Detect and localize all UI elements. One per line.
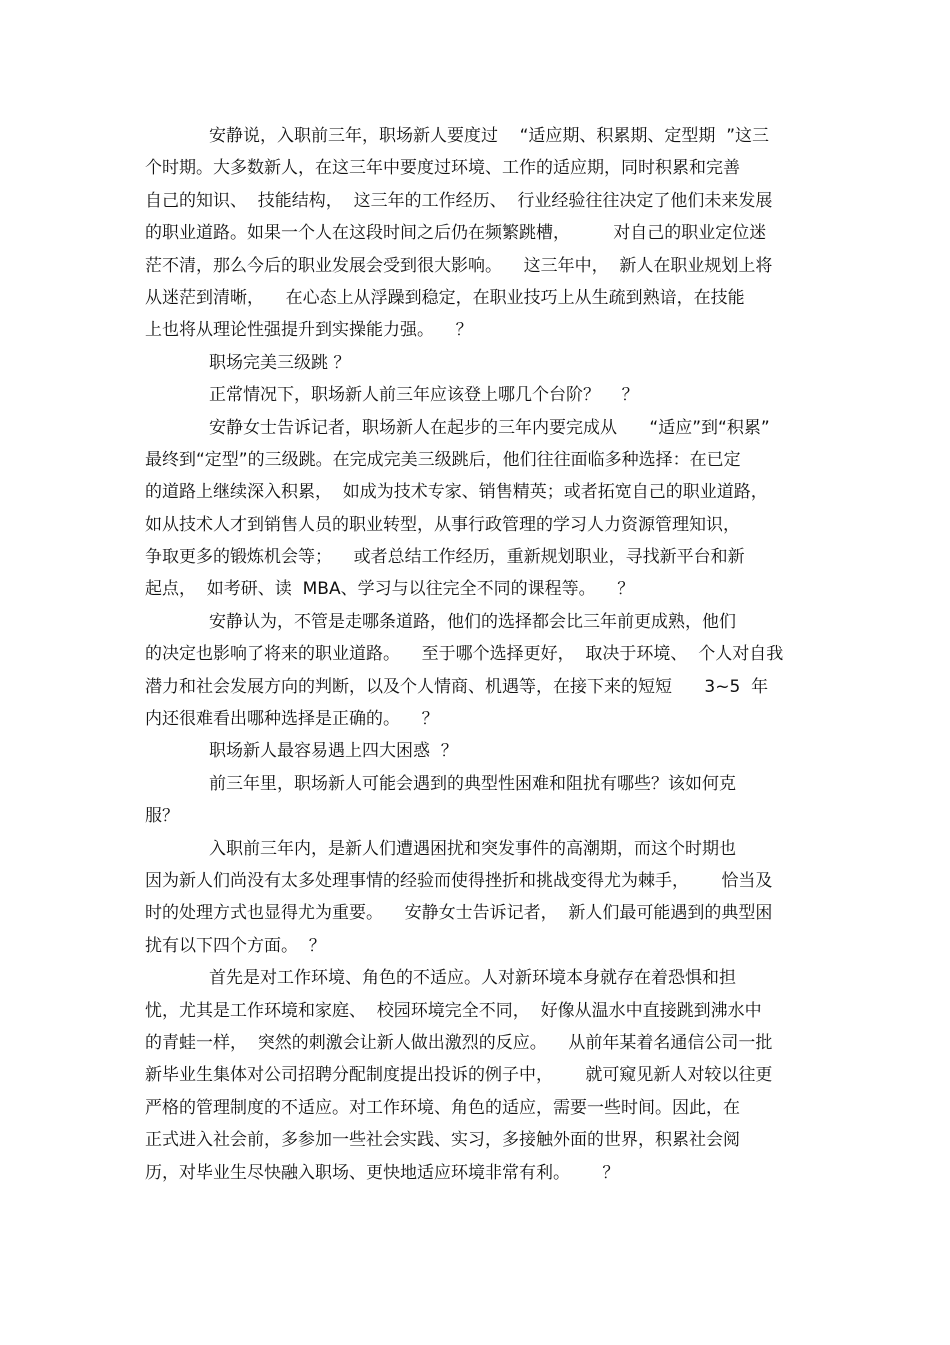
text-line: 上也将从理论性强提升到实操能力强。 ？ xyxy=(145,320,473,341)
text-line: 新毕业生集体对公司招聘分配制度提出投诉的例子中， 就可窥见新人对较以往更 xyxy=(145,1065,773,1086)
text-line: 个时期。大多数新人，在这三年中要度过环境、工作的适应期，同时积累和完善 xyxy=(145,158,740,179)
text-line: 安静女士告诉记者，职场新人在起步的三年内要完成从 “适应”到“积累” xyxy=(209,417,770,438)
text-line: 的决定也影响了将来的职业道路。 至于哪个选择更好， 取决于环境、 个人对自我 xyxy=(145,644,784,665)
text-line: 内还很难看出哪种选择是正确的。 ？ xyxy=(145,709,439,730)
text-line: 正常情况下，职场新人前三年应该登上哪几个台阶？ ？ xyxy=(209,385,639,406)
text-line: 最终到“定型”的三级跳。在完成完美三级跳后，他们往往面临多种选择：在已定 xyxy=(145,449,741,470)
text-line: 首先是对工作环境、角色的不适应。人对新环境本身就存在着恐惧和担 xyxy=(209,968,736,989)
text-line: 扰有以下四个方面。 ？ xyxy=(145,935,326,956)
text-line: 历，对毕业生尽快融入职场、更快地适应环境非常有利。 ？ xyxy=(145,1162,620,1183)
text-line: 的道路上继续深入积累， 如成为技术专家、销售精英；或者拓宽自己的职业道路， xyxy=(145,482,768,503)
text-line: 起点， 如考研、读 MBA、学习与以往完全不同的课程等。 ？ xyxy=(145,579,635,600)
body-text xyxy=(145,120,810,1189)
text-line: 严格的管理制度的不适应。对工作环境、角色的适应，需要一些时间。因此，在 xyxy=(145,1097,740,1118)
text-line: 如从技术人才到销售人员的职业转型，从事行政管理的学习人力资源管理知识， xyxy=(145,514,740,535)
text-line: 职场新人最容易遇上四大困惑 ？ xyxy=(209,741,458,762)
text-line: 安静认为，不管是走哪条道路，他们的选择都会比三年前更成熟，他们 xyxy=(209,611,736,632)
text-line: 茫不清，那么今后的职业发展会受到很大影响。 这三年中， 新人在职业规划上将 xyxy=(145,255,773,276)
text-line: 前三年里，职场新人可能会遇到的典型性困难和阻扰有哪些？该如何克 xyxy=(209,773,736,794)
text-line: 服？ xyxy=(145,806,179,827)
text-line: 因为新人们尚没有太多处理事情的经验而使得挫折和挑战变得尤为棘手， 恰当及 xyxy=(145,870,773,891)
text-line: 从迷茫到清晰， 在心态上从浮躁到稳定，在职业技巧上从生疏到熟谙，在技能 xyxy=(145,287,745,308)
text-line: 争取更多的锻炼机会等； 或者总结工作经历，重新规划职业，寻找新平台和新 xyxy=(145,547,745,568)
text-line: 的职业道路。如果一个人在这段时间之后仍在频繁跳槽， 对自己的职业定位迷 xyxy=(145,223,767,244)
text-line: 职场完美三级跳 ？ xyxy=(209,352,351,373)
text-line: 潜力和社会发展方向的判断，以及个人情商、机遇等，在接下来的短短 3~5 年 xyxy=(145,676,769,697)
text-line: 安静说，入职前三年，职场新人要度过 “适应期、积累期、定型期 ”这三 xyxy=(209,126,770,146)
text-line: 忧，尤其是工作环境和家庭、 校园环境完全不同， 好像从温水中直接跳到沸水中 xyxy=(145,1000,762,1021)
text-line: 自己的知识、 技能结构， 这三年的工作经历、 行业经验往往决定了他们未来发展 xyxy=(145,190,773,211)
text-line: 入职前三年内，是新人们遭遇困扰和突发事件的高潮期，而这个时期也 xyxy=(209,838,736,859)
text-line: 的青蛙一样， 突然的刺激会让新人做出激烈的反应。 从前年某着名通信公司一批 xyxy=(145,1032,773,1053)
text-line: 正式进入社会前，多参加一些社会实践、实习，多接触外面的世界，积累社会阅 xyxy=(145,1130,740,1151)
text-line: 时的处理方式也显得尤为重要。 安静女士告诉记者， 新人们最可能遇到的典型困 xyxy=(145,903,773,924)
